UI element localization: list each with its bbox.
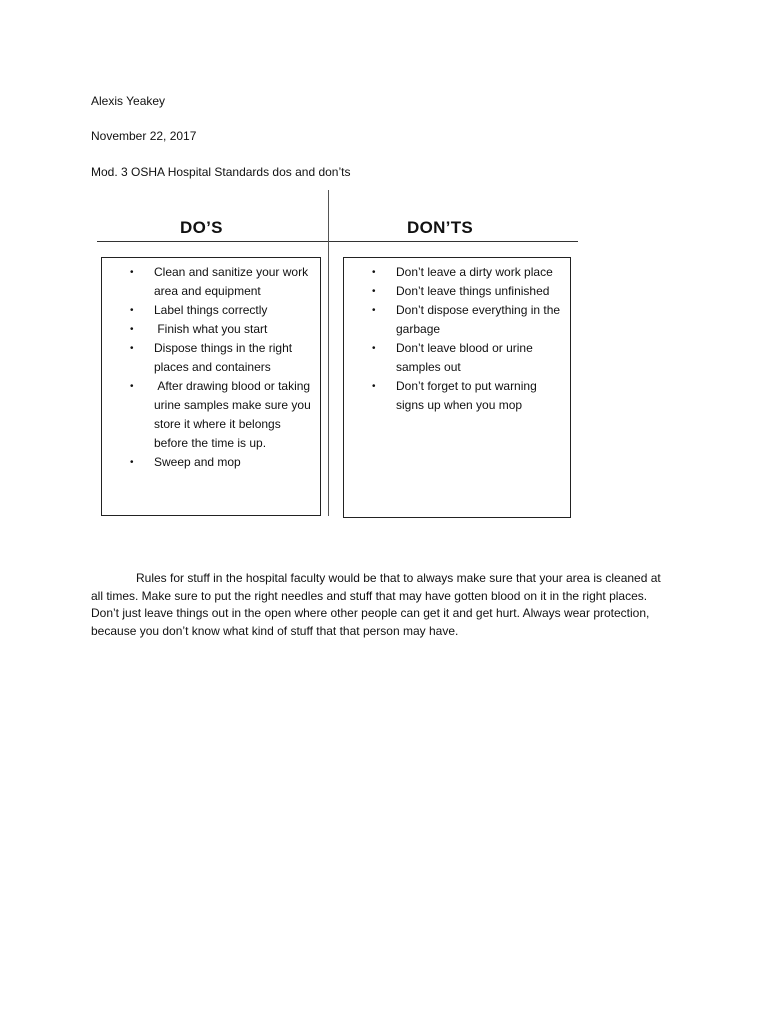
t-chart-horizontal-rule [97, 241, 578, 242]
bullet-icon: • [130, 381, 134, 392]
bullet-icon: • [372, 286, 376, 297]
dos-list-item [102, 339, 312, 377]
donts-item-text: Don’t leave things unfinished [396, 284, 550, 298]
dos-item-text: Dispose things in the right places and containers [154, 341, 296, 374]
bullet-icon: • [130, 324, 134, 335]
donts-list-item [344, 339, 562, 377]
donts-list-item [344, 263, 562, 282]
donts-item-text: Don’t forget to put warning signs up when you mop [396, 379, 541, 412]
donts-heading: DON’TS [407, 218, 474, 237]
donts-item-text: Don’t leave blood or urine samples out [396, 341, 537, 374]
bullet-icon: • [372, 267, 376, 278]
bullet-icon: • [130, 267, 134, 278]
bullet-icon: • [372, 305, 376, 316]
summary-paragraph: Rules for stuff in the hospital faculty would be that to always make sure that your area is cleaned at all times. Make sure to put the right needles and stuff that may have gotten blood on it in the right places. Don’t just leave things out in the open where other people can get it and get hurt. Always wear protection, because you don’t know what kind of stuff that that person may have. [91, 571, 661, 638]
dos-box [101, 257, 321, 516]
t-chart-vertical-rule [328, 190, 329, 516]
donts-list-item [344, 377, 562, 415]
dos-item-text: Sweep and mop [154, 455, 241, 469]
dos-item-text: Finish what you start [154, 322, 268, 336]
donts-box [343, 257, 571, 518]
bullet-icon: • [130, 457, 134, 468]
dos-list-item [102, 377, 315, 453]
bullet-icon: • [130, 305, 134, 316]
bullet-icon: • [372, 381, 376, 392]
dos-list-item [102, 263, 312, 301]
dos-list-item [102, 320, 312, 339]
dos-item-text: Clean and sanitize your work area and equipment [154, 265, 312, 298]
donts-item-text: Don’t leave a dirty work place [396, 265, 553, 279]
dos-list-item [102, 301, 312, 320]
donts-list-item [344, 301, 562, 339]
bullet-icon: • [372, 343, 376, 354]
donts-item-text: Don’t dispose everything in the garbage [396, 303, 564, 336]
document-title: Mod. 3 OSHA Hospital Standards dos and don’ts [91, 165, 351, 179]
document-date: November 22, 2017 [91, 129, 197, 143]
dos-item-text: After drawing blood or taking urine samples make sure you store it where it belongs before the time is up. [154, 379, 315, 450]
donts-list [344, 263, 562, 415]
donts-list-item [344, 282, 562, 301]
dos-heading: DO’S [180, 218, 223, 237]
bullet-icon: • [130, 343, 134, 354]
dos-list [102, 263, 315, 472]
dos-list-item [102, 453, 312, 472]
dos-item-text: Label things correctly [154, 303, 268, 317]
author-name: Alexis Yeakey [91, 94, 166, 108]
